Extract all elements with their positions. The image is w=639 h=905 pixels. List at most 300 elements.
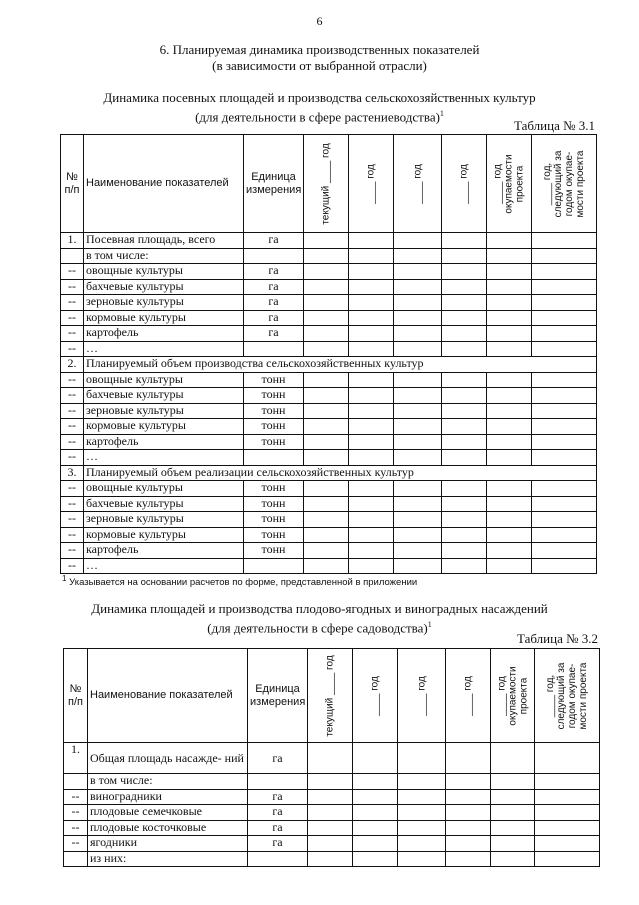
row-num: --: [61, 310, 84, 326]
value-cell[interactable]: [304, 419, 349, 435]
row-name: плодовые косточковые: [88, 820, 248, 836]
table1-label: Таблица № 3.1: [513, 118, 595, 133]
row-unit: га: [248, 805, 308, 821]
row-section-title: Планируемый объем производства сельскохозяйственных культур: [84, 357, 597, 373]
value-cell[interactable]: [487, 388, 532, 404]
value-cell[interactable]: [442, 310, 487, 326]
header-col-current: [304, 135, 349, 233]
value-cell[interactable]: [487, 419, 532, 435]
value-cell[interactable]: [394, 419, 442, 435]
table-row: [64, 743, 600, 774]
value-cell[interactable]: [491, 805, 535, 821]
value-cell[interactable]: [442, 233, 487, 249]
value-cell[interactable]: [308, 805, 353, 821]
table-row: [61, 372, 597, 388]
row-name: …: [84, 450, 244, 466]
value-cell[interactable]: [398, 820, 446, 836]
value-cell[interactable]: [353, 774, 398, 790]
row-name: бахчевые культуры: [84, 388, 244, 404]
table-row: [61, 248, 597, 264]
row-name: в том числе:: [84, 248, 244, 264]
value-cell[interactable]: [442, 543, 487, 559]
value-cell[interactable]: [532, 527, 597, 543]
row-unit: тонн: [244, 388, 304, 404]
row-num: --: [64, 805, 88, 821]
header-col-year2: [353, 649, 398, 743]
value-cell[interactable]: [442, 279, 487, 295]
row-num: 3.: [61, 465, 84, 481]
row-name: овощные культуры: [84, 481, 244, 497]
value-cell[interactable]: [487, 248, 532, 264]
table1-header-row: [61, 135, 597, 233]
header-col-next: [535, 649, 600, 743]
value-cell[interactable]: [304, 450, 349, 466]
row-unit: га: [244, 279, 304, 295]
value-cell[interactable]: [487, 372, 532, 388]
row-num: [64, 851, 88, 867]
row-num: [61, 248, 84, 264]
row-unit: га: [244, 310, 304, 326]
value-cell[interactable]: [349, 372, 394, 388]
row-unit: [244, 450, 304, 466]
table-row: [61, 264, 597, 280]
value-cell[interactable]: [446, 851, 491, 867]
header-name: Наименование показателей: [84, 135, 244, 233]
row-num: --: [61, 372, 84, 388]
value-cell[interactable]: [487, 450, 532, 466]
header-col-year4-text: ____ год: [462, 675, 474, 716]
value-cell[interactable]: [394, 233, 442, 249]
value-cell[interactable]: [304, 264, 349, 280]
row-unit: [248, 774, 308, 790]
row-unit: тонн: [244, 403, 304, 419]
row-num: --: [61, 512, 84, 528]
table1-caption-line2-text: (для деятельности в сфере растениеводства): [195, 109, 440, 125]
header-col-year2-text: ____ год: [365, 163, 377, 204]
value-cell[interactable]: [442, 295, 487, 311]
row-name: плодовые семечковые: [88, 805, 248, 821]
value-cell[interactable]: [394, 248, 442, 264]
value-cell[interactable]: [532, 403, 597, 419]
value-cell[interactable]: [304, 248, 349, 264]
value-cell[interactable]: [308, 820, 353, 836]
value-cell[interactable]: [394, 310, 442, 326]
row-unit: [248, 851, 308, 867]
header-col-year3: [398, 649, 446, 743]
row-name: картофель: [84, 543, 244, 559]
value-cell[interactable]: [398, 789, 446, 805]
value-cell[interactable]: [308, 851, 353, 867]
value-cell[interactable]: [487, 558, 532, 574]
value-cell[interactable]: [308, 836, 353, 852]
row-name: …: [84, 341, 244, 357]
value-cell[interactable]: [304, 310, 349, 326]
row-unit: га: [248, 836, 308, 852]
value-cell[interactable]: [535, 805, 600, 821]
row-name: овощные культуры: [84, 372, 244, 388]
value-cell[interactable]: [349, 248, 394, 264]
value-cell[interactable]: [487, 341, 532, 357]
value-cell[interactable]: [487, 512, 532, 528]
value-cell[interactable]: [349, 481, 394, 497]
table-row: [61, 543, 597, 559]
table-row: [61, 357, 597, 373]
value-cell[interactable]: [349, 233, 394, 249]
value-cell[interactable]: [535, 743, 600, 774]
value-cell[interactable]: [442, 372, 487, 388]
value-cell[interactable]: [442, 341, 487, 357]
value-cell[interactable]: [394, 279, 442, 295]
value-cell[interactable]: [532, 434, 597, 450]
table2-caption-line2-text: (для деятельности в сфере садоводства): [207, 620, 428, 636]
value-cell[interactable]: [442, 388, 487, 404]
value-cell[interactable]: [349, 558, 394, 574]
header-col-next-text: ____ год, следующий за годом окупае- мости проекта: [545, 662, 589, 729]
row-name: в том числе:: [88, 774, 248, 790]
table-row: [61, 310, 597, 326]
value-cell[interactable]: [491, 743, 535, 774]
value-cell[interactable]: [442, 512, 487, 528]
value-cell[interactable]: [442, 558, 487, 574]
value-cell[interactable]: [442, 248, 487, 264]
value-cell[interactable]: [349, 388, 394, 404]
row-unit: тонн: [244, 512, 304, 528]
table-row: [61, 465, 597, 481]
value-cell[interactable]: [349, 341, 394, 357]
value-cell[interactable]: [398, 743, 446, 774]
value-cell[interactable]: [349, 434, 394, 450]
row-name: из них:: [88, 851, 248, 867]
row-name: Посевная площадь, всего: [84, 233, 244, 249]
table1-body: [61, 233, 597, 574]
header-col-payback-text: ____ год окупаемости проекта: [492, 153, 526, 214]
table-row: [64, 805, 600, 821]
value-cell[interactable]: [394, 326, 442, 342]
row-name: Общая площадь насажде- ний: [88, 743, 248, 774]
value-cell[interactable]: [394, 481, 442, 497]
value-cell[interactable]: [442, 481, 487, 497]
table-row: [61, 279, 597, 295]
value-cell[interactable]: [308, 743, 353, 774]
value-cell[interactable]: [532, 388, 597, 404]
value-cell[interactable]: [353, 851, 398, 867]
value-cell[interactable]: [394, 372, 442, 388]
row-num: --: [61, 295, 84, 311]
section-title: [0, 42, 639, 74]
value-cell[interactable]: [442, 264, 487, 280]
value-cell[interactable]: [304, 388, 349, 404]
row-name: бахчевые культуры: [84, 279, 244, 295]
page-number: 6: [316, 14, 323, 28]
header-col-current-text: текущий ____ год: [324, 654, 336, 737]
value-cell[interactable]: [394, 558, 442, 574]
row-num: --: [61, 419, 84, 435]
value-cell[interactable]: [394, 434, 442, 450]
row-unit: тонн: [244, 419, 304, 435]
value-cell[interactable]: [394, 388, 442, 404]
row-num: --: [64, 789, 88, 805]
row-num: 2.: [61, 357, 84, 373]
row-num: --: [61, 481, 84, 497]
value-cell[interactable]: [394, 450, 442, 466]
row-unit: га: [248, 789, 308, 805]
table1-footnote: [62, 574, 417, 588]
header-num: № п/п: [61, 135, 84, 233]
value-cell[interactable]: [532, 512, 597, 528]
value-cell[interactable]: [394, 264, 442, 280]
value-cell[interactable]: [491, 851, 535, 867]
value-cell[interactable]: [487, 295, 532, 311]
row-unit: тонн: [244, 372, 304, 388]
value-cell[interactable]: [304, 481, 349, 497]
value-cell[interactable]: [446, 836, 491, 852]
table-row: [61, 558, 597, 574]
value-cell[interactable]: [304, 434, 349, 450]
value-cell[interactable]: [304, 326, 349, 342]
header-unit: Единица измерения: [248, 649, 308, 743]
value-cell[interactable]: [532, 543, 597, 559]
value-cell[interactable]: [394, 295, 442, 311]
value-cell[interactable]: [446, 789, 491, 805]
row-name: ягодники: [88, 836, 248, 852]
value-cell[interactable]: [532, 419, 597, 435]
value-cell[interactable]: [442, 419, 487, 435]
row-unit: тонн: [244, 481, 304, 497]
value-cell[interactable]: [532, 481, 597, 497]
value-cell[interactable]: [394, 543, 442, 559]
row-name: картофель: [84, 434, 244, 450]
value-cell[interactable]: [304, 372, 349, 388]
row-name: зерновые культуры: [84, 403, 244, 419]
value-cell[interactable]: [442, 403, 487, 419]
value-cell[interactable]: [304, 512, 349, 528]
header-col-payback: [491, 649, 535, 743]
value-cell[interactable]: [446, 774, 491, 790]
header-col-year4: [442, 135, 487, 233]
value-cell[interactable]: [532, 326, 597, 342]
table2-body: [64, 743, 600, 867]
table2-header-row: [64, 649, 600, 743]
table-row: [61, 496, 597, 512]
row-num: --: [61, 279, 84, 295]
row-num: [64, 774, 88, 790]
row-unit: тонн: [244, 434, 304, 450]
header-col-current-text: текущий ____ год: [320, 142, 332, 225]
row-unit: тонн: [244, 496, 304, 512]
table-row: [61, 233, 597, 249]
value-cell[interactable]: [487, 403, 532, 419]
row-name: зерновые культуры: [84, 512, 244, 528]
header-unit: Единица измерения: [244, 135, 304, 233]
value-cell[interactable]: [532, 279, 597, 295]
row-num: --: [61, 403, 84, 419]
value-cell[interactable]: [349, 496, 394, 512]
table1: [60, 134, 597, 574]
value-cell[interactable]: [442, 527, 487, 543]
value-cell[interactable]: [442, 496, 487, 512]
header-num: № п/п: [64, 649, 88, 743]
table2-footnote-mark: 1: [427, 620, 432, 629]
value-cell[interactable]: [487, 326, 532, 342]
value-cell[interactable]: [353, 789, 398, 805]
table-row: [61, 403, 597, 419]
header-col-next: [532, 135, 597, 233]
row-num: --: [64, 820, 88, 836]
value-cell[interactable]: [349, 279, 394, 295]
table1-caption-line1: Динамика посевных площадей и производства сельскохозяйственных культур: [103, 90, 536, 105]
value-cell[interactable]: [349, 543, 394, 559]
header-col-year4-text: ____ год: [458, 163, 470, 204]
value-cell[interactable]: [349, 527, 394, 543]
value-cell[interactable]: [398, 836, 446, 852]
value-cell[interactable]: [398, 851, 446, 867]
value-cell[interactable]: [304, 295, 349, 311]
row-name: картофель: [84, 326, 244, 342]
value-cell[interactable]: [304, 341, 349, 357]
value-cell[interactable]: [353, 805, 398, 821]
row-unit: га: [248, 820, 308, 836]
value-cell[interactable]: [442, 450, 487, 466]
value-cell[interactable]: [446, 820, 491, 836]
table1-footnote-text: Указывается на основании расчетов по форме, представленной в приложении: [69, 577, 418, 589]
value-cell[interactable]: [487, 481, 532, 497]
row-num: --: [61, 558, 84, 574]
value-cell[interactable]: [398, 805, 446, 821]
row-num: 1.: [64, 743, 88, 774]
header-col-year3-text: ____ год: [416, 675, 427, 716]
value-cell[interactable]: [487, 264, 532, 280]
value-cell[interactable]: [394, 341, 442, 357]
table-row: [61, 527, 597, 543]
value-cell[interactable]: [532, 248, 597, 264]
header-col-year3-text: ____ год: [412, 163, 423, 204]
value-cell[interactable]: [304, 496, 349, 512]
value-cell[interactable]: [398, 774, 446, 790]
value-cell[interactable]: [394, 496, 442, 512]
value-cell[interactable]: [535, 820, 600, 836]
row-unit: га: [244, 264, 304, 280]
value-cell[interactable]: [535, 774, 600, 790]
value-cell[interactable]: [487, 434, 532, 450]
row-num: --: [61, 527, 84, 543]
table-row: [64, 851, 600, 867]
value-cell[interactable]: [353, 820, 398, 836]
row-num: --: [61, 326, 84, 342]
value-cell[interactable]: [532, 558, 597, 574]
value-cell[interactable]: [532, 310, 597, 326]
value-cell[interactable]: [446, 805, 491, 821]
value-cell[interactable]: [304, 543, 349, 559]
value-cell[interactable]: [353, 836, 398, 852]
value-cell[interactable]: [349, 310, 394, 326]
table2-caption-line1: Динамика площадей и производства плодово-ягодных и виноградных насаждений: [91, 601, 548, 616]
row-num: --: [61, 388, 84, 404]
row-num: --: [64, 836, 88, 852]
row-unit: [244, 341, 304, 357]
value-cell[interactable]: [491, 836, 535, 852]
value-cell[interactable]: [349, 512, 394, 528]
value-cell[interactable]: [532, 295, 597, 311]
value-cell[interactable]: [349, 326, 394, 342]
value-cell[interactable]: [349, 295, 394, 311]
table-row: [64, 836, 600, 852]
value-cell[interactable]: [487, 279, 532, 295]
value-cell[interactable]: [308, 789, 353, 805]
value-cell[interactable]: [349, 419, 394, 435]
value-cell[interactable]: [491, 774, 535, 790]
table-row: [61, 434, 597, 450]
value-cell[interactable]: [535, 789, 600, 805]
section-subtitle: (в зависимости от выбранной отрасли): [212, 58, 427, 73]
value-cell[interactable]: [535, 836, 600, 852]
row-unit: [244, 558, 304, 574]
table-row: [61, 341, 597, 357]
table-row: [61, 512, 597, 528]
value-cell[interactable]: [532, 341, 597, 357]
header-col-next-text: ____ год, следующий за годом окупае- мости проекта: [542, 150, 586, 217]
header-col-payback: [487, 135, 532, 233]
value-cell[interactable]: [446, 743, 491, 774]
row-name: …: [84, 558, 244, 574]
value-cell[interactable]: [349, 403, 394, 419]
value-cell[interactable]: [487, 496, 532, 512]
value-cell[interactable]: [349, 264, 394, 280]
value-cell[interactable]: [491, 789, 535, 805]
value-cell[interactable]: [487, 543, 532, 559]
table2-label: Таблица № 3.2: [516, 631, 598, 646]
value-cell[interactable]: [304, 403, 349, 419]
value-cell[interactable]: [487, 310, 532, 326]
value-cell[interactable]: [394, 403, 442, 419]
value-cell[interactable]: [394, 512, 442, 528]
value-cell[interactable]: [304, 527, 349, 543]
value-cell[interactable]: [304, 233, 349, 249]
value-cell[interactable]: [304, 558, 349, 574]
row-section-title: Планируемый объем реализации сельскохозяйственных культур: [84, 465, 597, 481]
header-col-year2-text: ____ год: [369, 675, 381, 716]
value-cell[interactable]: [532, 372, 597, 388]
table-row: [61, 388, 597, 404]
value-cell[interactable]: [532, 450, 597, 466]
value-cell[interactable]: [442, 326, 487, 342]
value-cell[interactable]: [349, 450, 394, 466]
value-cell[interactable]: [532, 496, 597, 512]
value-cell[interactable]: [353, 743, 398, 774]
section-title-line: 6. Планируемая динамика производственных показателей: [159, 42, 480, 57]
value-cell[interactable]: [442, 434, 487, 450]
row-unit: га: [244, 295, 304, 311]
value-cell[interactable]: [304, 279, 349, 295]
row-unit: га: [248, 743, 308, 774]
row-name: кормовые культуры: [84, 310, 244, 326]
row-unit: тонн: [244, 543, 304, 559]
row-num: --: [61, 543, 84, 559]
row-num: --: [61, 496, 84, 512]
table-row: [61, 450, 597, 466]
table1-footnote-mark: 1: [439, 109, 444, 118]
value-cell[interactable]: [532, 264, 597, 280]
value-cell[interactable]: [487, 233, 532, 249]
value-cell[interactable]: [535, 851, 600, 867]
value-cell[interactable]: [491, 820, 535, 836]
row-unit: га: [244, 326, 304, 342]
row-unit: тонн: [244, 527, 304, 543]
value-cell[interactable]: [394, 527, 442, 543]
value-cell[interactable]: [487, 527, 532, 543]
value-cell[interactable]: [308, 774, 353, 790]
value-cell[interactable]: [532, 233, 597, 249]
table-row: [61, 295, 597, 311]
